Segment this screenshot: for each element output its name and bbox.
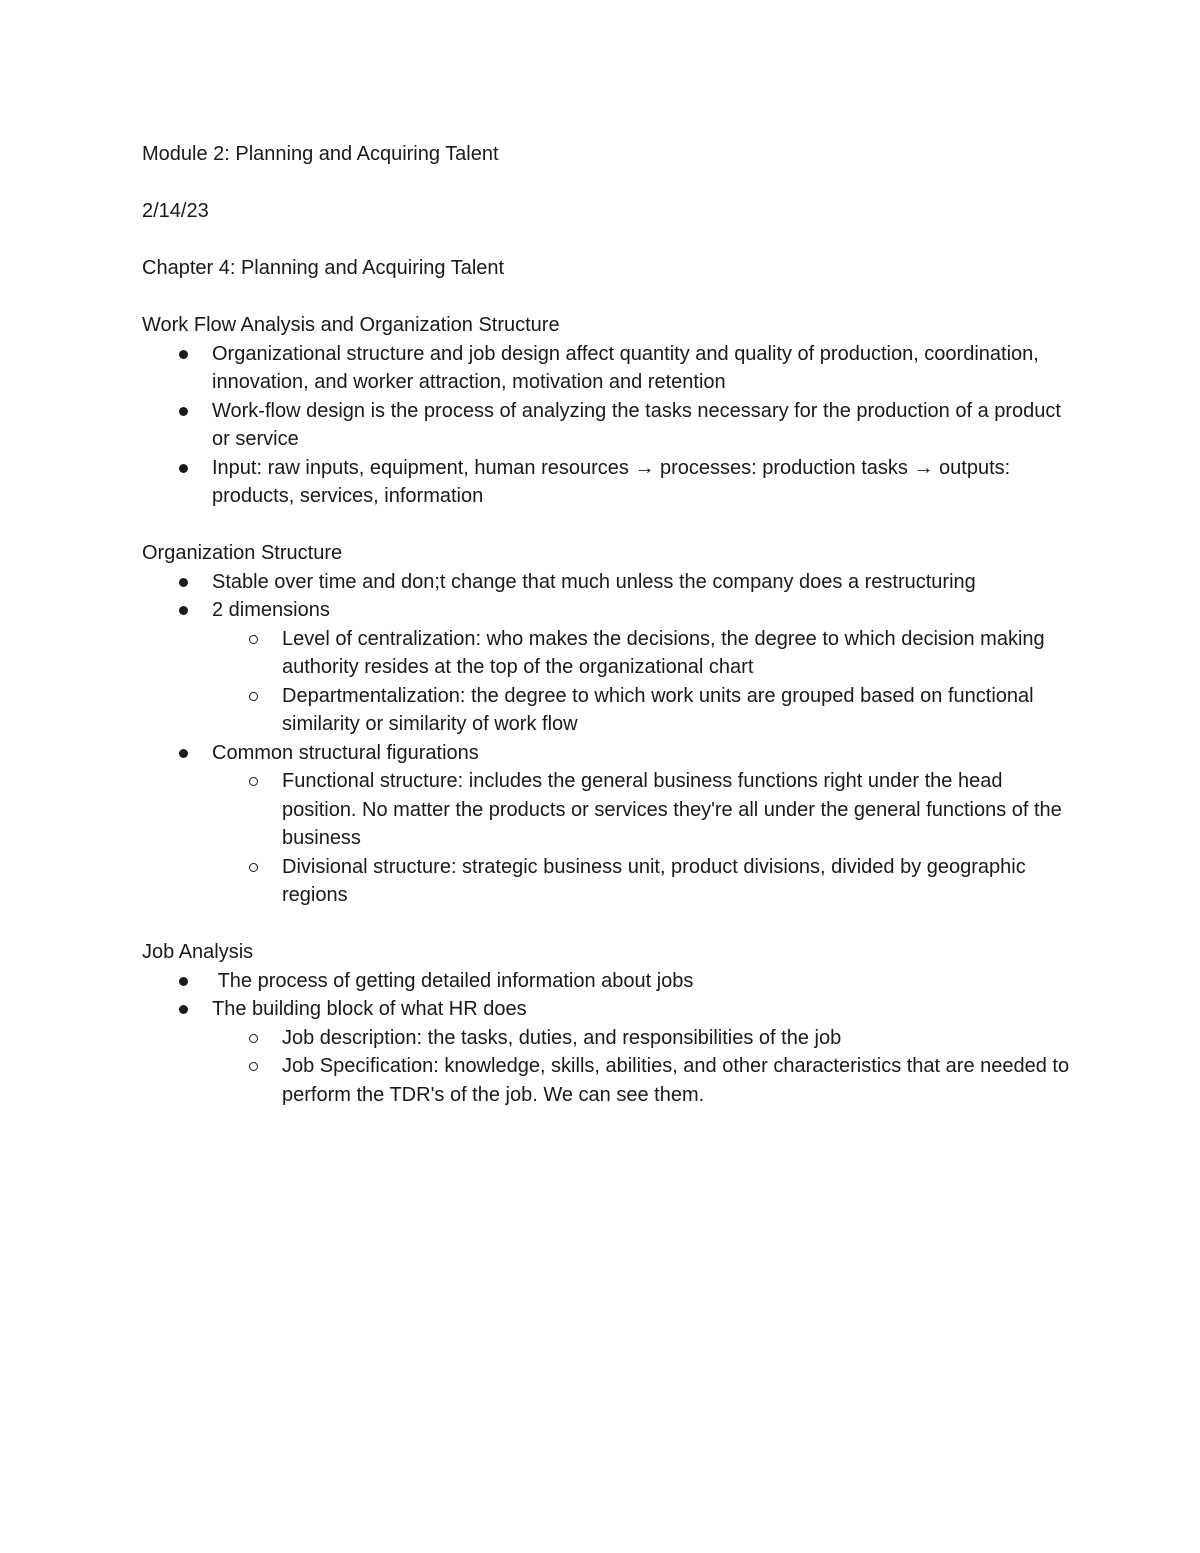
section-heading-work-flow: Work Flow Analysis and Organization Structure [142, 314, 560, 336]
bullet-disc-icon [179, 464, 188, 473]
spacer [142, 283, 1072, 312]
list-item-text: Input: raw inputs, equipment, human resources → processes: production tasks → outputs: products, services, information [212, 456, 1011, 507]
list-item-text: The process of getting detailed information about jobs [212, 969, 694, 992]
dimensions-sublist [212, 625, 1072, 739]
list-item-text: Work-flow design is the process of analyzing the tasks necessary for the production of a product or service [212, 399, 1061, 450]
section-heading-job-analysis: Job Analysis [142, 941, 254, 963]
sublist-item-text: Job Specification: knowledge, skills, abilities, and other characteristics that are needed to perform the TDR's of the job. We can see them. [282, 1055, 1070, 1106]
spacer [142, 511, 1072, 540]
sublist-item [282, 1052, 1072, 1109]
list-item [212, 739, 1072, 910]
list-item-text: The building block of what HR does [212, 998, 527, 1020]
sublist-item [282, 853, 1072, 910]
bullet-disc-icon [179, 1005, 188, 1014]
module-title: Module 2: Planning and Acquiring Talent [142, 143, 499, 165]
list-item [212, 397, 1072, 454]
bullet-disc-icon [179, 977, 188, 986]
bullet-circle-icon [249, 692, 258, 701]
list-item-text: Common structural figurations [212, 741, 479, 764]
job-analysis-list [142, 967, 1072, 1110]
list-item [212, 596, 1072, 739]
organization-structure-list [142, 568, 1072, 910]
sublist-item [282, 682, 1072, 739]
bullet-circle-icon [249, 777, 258, 786]
list-item-text: 2 dimensions [212, 599, 330, 621]
list-item [212, 995, 1072, 1109]
chapter-title: Chapter 4: Planning and Acquiring Talent [142, 257, 505, 279]
sublist-item [282, 767, 1072, 853]
bullet-disc-icon [179, 606, 188, 615]
list-item [212, 568, 1072, 597]
document-date: 2/14/23 [142, 200, 209, 222]
list-item [212, 340, 1072, 397]
spacer [142, 226, 1072, 255]
list-item-text: Organizational structure and job design affect quantity and quality of production, coordination, innovation, and worker attraction, motivation and retention [212, 342, 1039, 393]
sublist-item [282, 1024, 1072, 1053]
sublist-item-text: Departmentalization: the degree to which work units are grouped based on functional similarity or similarity of work flow [282, 684, 1034, 735]
bullet-circle-icon [249, 863, 258, 872]
document-page [142, 140, 1072, 1109]
bullet-circle-icon [249, 635, 258, 644]
sublist-item [282, 625, 1072, 682]
sublist-item-text: Functional structure: includes the general business functions right under the head position. No matter the products or services they're all under the general functions of the business [282, 770, 1062, 849]
figurations-sublist [212, 767, 1072, 910]
sublist-item-text: Job description: the tasks, duties, and responsibilities of the job [282, 1026, 842, 1049]
sublist-item-text: Level of centralization: who makes the decisions, the degree to which decision making authority resides at the top of the organizational chart [282, 627, 1045, 678]
list-item [212, 454, 1072, 511]
bullet-disc-icon [179, 407, 188, 416]
sublist-item-text: Divisional structure: strategic business unit, product divisions, divided by geographic regions [282, 855, 1026, 906]
building-block-sublist [212, 1024, 1072, 1110]
section-heading-organization-structure: Organization Structure [142, 542, 343, 564]
work-flow-list [142, 340, 1072, 511]
list-item-text: Stable over time and don;t change that much unless the company does a restructuring [212, 570, 976, 593]
list-item [212, 967, 1072, 996]
bullet-disc-icon [179, 749, 188, 758]
bullet-disc-icon [179, 578, 188, 587]
bullet-disc-icon [179, 350, 188, 359]
bullet-circle-icon [249, 1062, 258, 1071]
bullet-circle-icon [249, 1034, 258, 1043]
spacer [142, 169, 1072, 198]
spacer [142, 910, 1072, 939]
